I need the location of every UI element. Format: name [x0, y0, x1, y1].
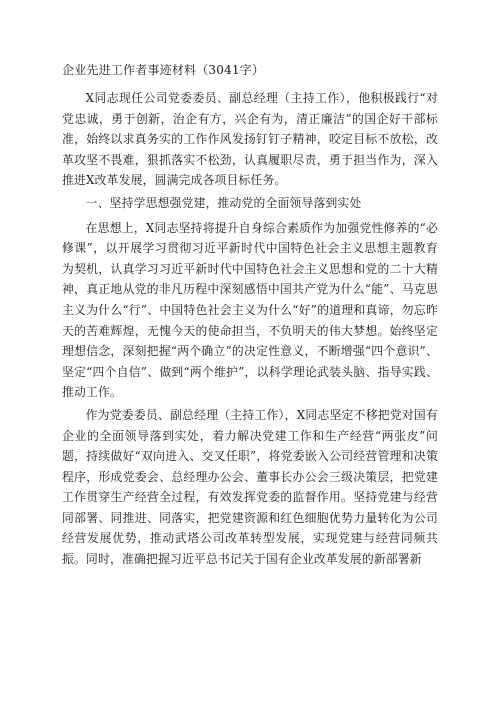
intro-paragraph: X同志现任公司党委委员、副总经理（主持工作），他积极践行“对党忠诚，勇于创新，治企有方，兴企有为，清正廉洁”的国企好干部标准，始终以求真务实的工作作风发扬钉钉子精神，咬定目标不放松，改革攻坚不畏难，狠抓落实不松劲，认真履职尽责，勇于担当作为，深入推进X改革发展，圆满完成各项目标任务。 — [62, 91, 438, 188]
body-paragraph-thought: 在思想上，X同志坚持将提升自身综合素质作为加强党性修养的“必修课”，以开展学习贯彻习近平新时代中国特色社会主义思想主题教育为契机，认真学习习近平新时代中国特色社会主义思想和党的二十大精神，真正地从党的非凡历程中深刻感悟中国共产党为什么“能”、马克思主义为什么“行”、中国特色社会主义为什么“好”的道理和真谛，勿忘昨天的苦难辉煌，无愧今天的使命担当，不负明天的伟大梦想。始终坚定理想信念，深刻把握“两个确立”的决定性意义，不断增强“四个意识”、坚定“四个自信”、做到“两个维护”，以科学理论武装头脑、指导实践、推动工作。 — [62, 220, 438, 400]
document-title: 企业先进工作者事迹材料（3041字） — [62, 63, 265, 77]
document-body — [62, 60, 438, 572]
body-paragraph-party-building: 作为党委委员、副总经理（主持工作），X同志坚定不移把党对国有企业的全面领导落到实处，着力解决党建工作和生产经营“两张皮”问题，持续做好“双向进入、交叉任职”，将党委嵌入公司经营管理和决策程序，形成党委会、总经理办公会、董事长办公会三级决策层，把党建工作贯穿生产经营全过程，有效发挥党委的监督作用。坚持党建与经营同部署、同推进、同落实，把党建资源和红色细胞优势力量转化为公司经营发展优势，推动武塔公司改革转型发展，实现党建与经营同频共振。同时，准确把握习近平总书记关于国有企业改革发展的新部署新 — [62, 407, 438, 567]
section-heading: 一、坚持学思想强党建，推动党的全面领导落到实处 — [85, 195, 362, 210]
